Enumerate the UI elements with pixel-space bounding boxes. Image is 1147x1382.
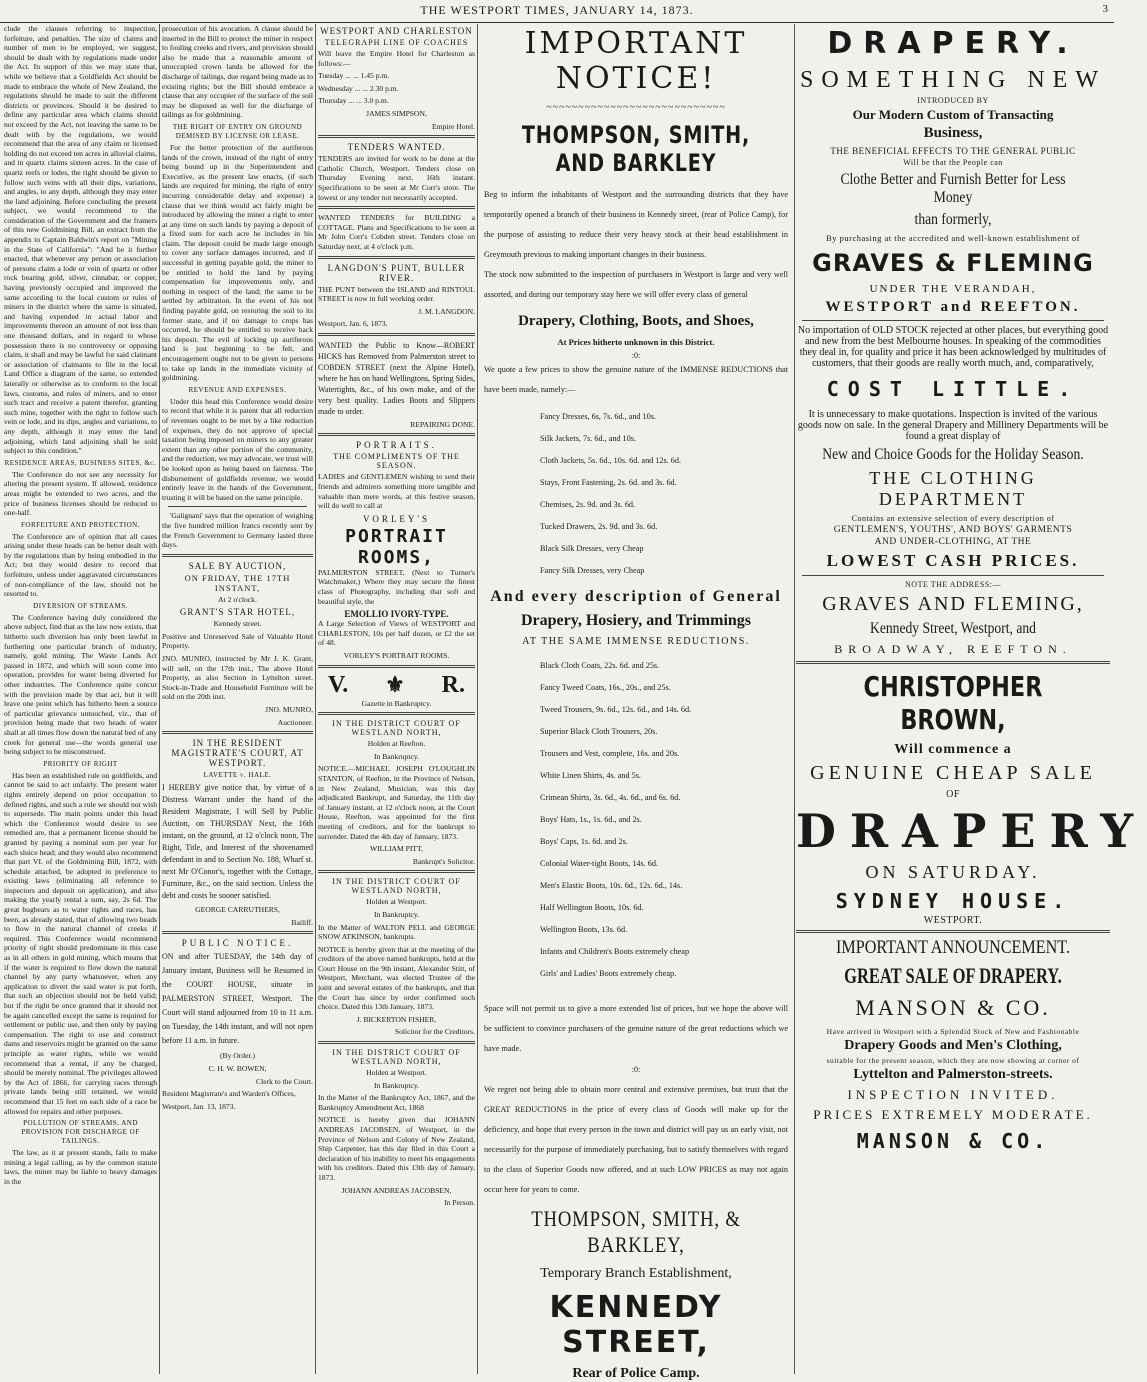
coaches-ad	[318, 26, 475, 131]
kennedy-street-westport: Kennedy Street, Westport, and	[870, 620, 1036, 637]
clothe-better: Clothe Better and Furnish Better for Less Money	[840, 171, 1066, 206]
quote-paragraph: We quote a few prices to show the genuine nature of the IMMENSE REDUCTIONS that have been made, namely:—	[484, 364, 788, 394]
prices-note: At Prices hitherto unknown in this District.	[557, 337, 715, 347]
masthead-title: THE WESTPORT TIMES, JANUARY 14, 1873.	[420, 3, 694, 17]
auctioneer-title: Auctioneer.	[277, 717, 313, 727]
price-item: Colonial Water-tight Boots, 14s. 6d.	[540, 858, 658, 868]
portraits-footer: VORLEY'S PORTRAIT ROOMS.	[343, 651, 450, 660]
tenders-body: TENDERS are invited for work to be done at the Catholic Church, Westport. Tenders close on Thursday Evening next, 16th instant. Specifications to be seen at Mr Corr's store. The lowest or any tender not necessarily accepted.	[318, 154, 475, 202]
vr-left: V.	[328, 671, 349, 698]
bankruptcy-notice-jacobsen	[318, 1048, 475, 1208]
bankruptcy-signature-title: Bankrupt's Solicitor.	[412, 856, 475, 866]
column-rule	[477, 24, 478, 1374]
no-old-stock: No importation of OLD STOCK rejected at other places, but everything good and new from the best Melbourne houses. In speaking of the commodities they deal in, for quality and price it has been acknowledged by multitudes of customers, that their goods are really worth much, and, comparatively,	[797, 325, 1109, 369]
bankruptcy-notice-pell	[318, 877, 475, 1037]
galignani-note: 'Galignani' says that the operation of weighing the five hundred million francs recently sent by the French Government to Germany lasted three days.	[162, 511, 313, 550]
tenders-heading: TENDERS WANTED.	[347, 142, 446, 153]
drapery-headline: Drapery, Clothing, Boots, and Shoes,	[518, 313, 754, 329]
gentlemens-garments: GENTLEMEN'S, YOUTHS', AND BOYS' GARMENTS	[833, 525, 1073, 535]
auction-time: At 2 o'clock.	[218, 594, 257, 604]
price-item: Men's Elastic Boots, 10s. 6d., 12s. 6d., 14s.	[540, 880, 683, 890]
kennedy-street: KENNEDY STREET,	[549, 1289, 723, 1360]
note-address: NOTE THE ADDRESS:—	[905, 580, 1001, 589]
graves-and-fleming: GRAVES AND FLEMING,	[822, 593, 1084, 615]
hicks-ad: WANTED the Public to Know—ROBERT HICKS has Removed from Palmerston street to COBDEN STREET (next the Alpine Hotel), where he has on hand Wellingtons, Spring Sides, Watertights, &c., of his own make, and of the very best quality. Ladies Boots and Slippers made to order.	[318, 340, 475, 416]
bankruptcy-court-heading: IN THE DISTRICT COURT OF WESTLAND NORTH,	[332, 1048, 461, 1067]
vr-crest	[318, 672, 475, 699]
modern-custom: Our Modern Custom of Transacting	[852, 107, 1054, 122]
price-item: Chemises, 2s. 9d. and 3s. 6d.	[540, 499, 636, 509]
section-text: Under this head this Conference would desire to record that while it is patent that all reduction of revenues ought to be met by a like reduction of expenses, they do not approve of special taxation being imposed on miners to any greater extent than any other portion of the community, and the reduction, we may advocate, we trust will be looked upon as being based on fairness. The disbursement of goldfields revenue, we would entirely leave in the hands of the Government, trusting it will be based on the same principle.	[162, 396, 313, 502]
intro-paragraph: Beg to inform the inhabitants of Westport and the surrounding districts that they have temporarily opened a branch of their business in Kennedy street, (rear of Police Camp), for the purpose of assisting to reduce their very heavy stock at their head establishment in Greymouth previous to making important changes in their business.	[484, 190, 788, 259]
bankruptcy-court-heading: IN THE DISTRICT COURT OF WESTLAND NORTH,	[332, 719, 461, 738]
divider	[168, 506, 307, 507]
public-notice	[162, 938, 313, 1111]
auction-street: Kennedy street.	[213, 619, 262, 629]
coaches-body: Will leave the Empire Hotel for Charleston as follows:—	[318, 49, 475, 68]
bankruptcy-court-heading: IN THE DISTRICT COURT OF WESTLAND NORTH,	[332, 877, 461, 896]
divider	[162, 554, 313, 557]
genuine-cheap-sale: GENUINE CHEAP SALE	[810, 762, 1096, 784]
christopher-brown: CHRISTOPHER BROWN,	[863, 670, 1043, 736]
hosiery-headline: Drapery, Hosiery, and Trimmings	[520, 611, 752, 629]
divider	[318, 433, 475, 436]
coach-row: Thursday ... ... 3.0 p.m.	[318, 96, 389, 106]
divider	[796, 930, 1110, 933]
important-notice-title: IMPORTANT NOTICE!	[524, 26, 748, 96]
drapery-goods: Drapery Goods and Men's Clothing,	[844, 1038, 1062, 1053]
suitable-season: suitable for the present season, which they are now showing at corner of	[826, 1056, 1080, 1065]
manson-and-co-footer: MANSON & CO.	[856, 1129, 1050, 1153]
divider	[162, 731, 313, 734]
bankruptcy-body: NOTICE is hereby given that JOHANN ANDREAS JACOBSEN, of Westport, in the Province of Nelson and Colony of New Zealand, Ship Carpenter, has this day filed in this Court a declaration of his inability to meet his engagements with his creditors. Dated this 13th day of January, 1873.	[318, 1115, 475, 1182]
bankruptcy-matter: In the Matter of WALTON PELL and GEORGE SNOW ATKINSON, bankrupts.	[318, 922, 475, 942]
price-item: Half Wellington Boots, 10s. 6d.	[540, 902, 644, 912]
section-text: The Conference having duly considered the above subject, find that as the law now exists, that hitherto such diversion has only been lawful in furthering one particular branch of industry, namely, gold mining. The Waste Lands Act passed in 1872, and which will soon come into operation, provides for water being diverted for other industries. The Conference quite concur with the provision made by that act, but it will leave one point which has hitherto been a source of particular grievance untouched, viz., that of provision being made that two heads of water shall at all times flow down the natural bed of any creek for general use—the words general use being subject to be misconstrued.	[4, 612, 157, 757]
divider	[162, 931, 313, 934]
lyttelton-palmerston: Lyttelton and Palmerston-streets.	[853, 1067, 1053, 1082]
price-item: Wellington Boots, 13s. 6d.	[540, 924, 628, 934]
price-item: Fancy Tweed Coats, 16s., 20s., and 25s.	[540, 682, 671, 692]
portraits-heading: PORTRAITS.	[356, 440, 437, 451]
section-text: The Conference do not see any necessity for altering the present system. If allowed, residence areas might be extended to two acres, and the price of business licenses should be reduced to one-half.	[4, 469, 157, 518]
auction-venue: GRANT'S STAR HOTEL,	[179, 607, 296, 618]
punt-sign: J. M. LANGDON.	[418, 306, 475, 316]
beneficial-effects: THE BENEFICIAL EFFECTS TO THE GENERAL PUBLIC	[830, 146, 1076, 156]
by-purchasing: By purchasing at the accredited and well-known establishment of	[826, 233, 1080, 243]
bankruptcy-matter: In the Matter of the Bankruptcy Act, 1867, and the Bankruptcy Amendment Act, 1868	[318, 1093, 475, 1112]
court-body: I HEREBY give notice that, by virtue of a Distress Warrant under the hand of the Resident Magistrate, I will Sell by Public Auction, on THURSDAY Next, the 16th instant, on the ground, at 12 o'clock noon, The Right, Title, and Interest of the shovenamed defendant in and to Section No. 188, Wharf st. next Mr O'Conor's, together with the Cottage, Furniture, &c., on the said section. Unless the debt and costs be sooner satisfied.	[162, 783, 313, 901]
business-label: Business,	[923, 125, 983, 141]
bankruptcy-signature-title: Solicitor for the Creditors.	[394, 1027, 475, 1037]
bankruptcy-notice-reefton	[318, 719, 475, 866]
stock-paragraph: The stock now submitted to the inspection of purchasers in Westport is large and very well assorted, and during our temporary stay here we will offer every class of general	[484, 270, 788, 299]
space-paragraph: Space will not permit us to give a more extended list of prices, but we hope the above will be sufficient to convince purchasers of the genuine nature of the great reductions which we have made.	[484, 1003, 788, 1053]
bankruptcy-label: In Bankruptcy.	[373, 751, 420, 761]
section-text: Has been an established rule on goldfields, and cannot be said to act unfairly. The present water rights entirely depend on prior occupation to defined rights, and such a rule we should not wish to supersede. The main points under this head which the Conference would desire to see remedied are, that a permanent license should be granted by paying a nominal sum per year for each sluice head; and they would also recommend that part VI. of the Goldmining Bill, 1872, with schedule attached, be adopted in preference to existing laws (eliminating all reference to inspectors and deposit on application), and also making the yearly rental a sum, say, 2s 6d. The great bugbears as to water rights and races, has been, as already stated, that of allowing two heads to flow in the natural channel of creeks if required. This Conference would recommend priority of right should predominate in this case as in all others in gold mining, which means that if the water is required to flow down the natural channel by any party whatsoever, when any application to divert the said water is put forth, that such an objection should not be held valid; but if the right be once granted that it should not be again cancelled except the same is required for settlement or public use, and then only by paying compensation. The right to use and construct dams and reservoirs might be granted on the same principle as water rights, while we would recommend that a rental, if any be charged, should be merely nominal. The privileges allowed by the Act of 1866, for carrying races through private lands being still retained, we would recommend that 15 feet on each side of a race be allowed for repairs and other purposes.	[4, 770, 157, 1116]
column-rule	[159, 24, 160, 1374]
punt-heading: LANGDON'S PUNT, BULLER RIVER.	[327, 262, 466, 283]
emollio-ivory-type: EMOLLIO IVORY-TYPE.	[344, 609, 449, 620]
under-clothing: AND UNDER-CLOTHING, AT THE	[874, 537, 1032, 547]
hicks-footer: REPAIRING DONE.	[410, 419, 475, 429]
price-item: Tucked Drawers, 2s. 9d. and 3s. 6d.	[540, 521, 658, 531]
column-rule	[315, 24, 316, 1374]
graves-fleming-logo: GRAVES & FLEMING	[812, 249, 1094, 277]
bankruptcy-signature: WILLIAM PITT,	[369, 844, 423, 854]
section-text: The law, as it at present stands, fails to make mining a legal calling, as by the common statute laws, the miner may be liable to heavy damages in the	[4, 1148, 157, 1186]
drapery-big: DRAPERY	[796, 804, 1147, 858]
than-formerly: than formerly,	[914, 211, 992, 228]
under-the-verandah: UNDER THE VERANDAH,	[869, 283, 1037, 295]
divider	[318, 135, 475, 138]
divider	[318, 665, 475, 668]
important-announcement: IMPORTANT ANNOUNCEMENT.	[835, 937, 1071, 958]
unnecessary-paragraph: It is unnecessary to make quotations. Inspection is invited of the various goods now on sale. In the general Drapery and Millinery Departments will be found a great display of	[797, 409, 1109, 442]
clerk-name: C. H. W. BOWEN,	[208, 1064, 267, 1073]
sydney-house: SYDNEY HOUSE.	[835, 889, 1071, 913]
gazette-subheading: Gazette in Bankruptcy.	[361, 698, 432, 708]
section-heading: RESIDENCE AREAS, BUSINESS SITES, &c.	[4, 458, 157, 467]
court-heading: IN THE RESIDENT MAGISTRATE'S COURT, AT WESTPORT.	[171, 738, 304, 769]
price-item: Silk Jackets, 7s. 6d., and 10s.	[540, 433, 636, 443]
bailiff-name: GEORGE CARRUTHERS,	[195, 905, 280, 915]
price-item: Boys' Hats, 1s., 1s. 6d., and 2s.	[540, 814, 642, 824]
thompson-smith-barkley-ad	[480, 24, 792, 1381]
page-number: 3	[1102, 3, 1108, 15]
rear-of-police-camp: Rear of Police Camp.	[572, 1365, 700, 1381]
bankruptcy-body: NOTICE is hereby given that at the meeting of the creditors of the above named bankrupts, held at the Court House on the 9th instant, Alexander Stitt, of Westport, Merchant, was elected Trustee of the joint and several estates of the bankrupts, and that the Court has since by order confirmed such choice. Dated this 13th January, 1873.	[318, 944, 475, 1012]
new-and-choice: New and Choice Goods for the Holiday Season.	[822, 446, 1084, 463]
price-item: Cloth Jackets, 5s. 6d., 10s. 6d. and 12s. 6d.	[540, 455, 682, 465]
court-notice	[162, 738, 313, 927]
punt-body: THE PUNT between the ISLAND and RINTOUL STREET is now in full working order.	[318, 284, 475, 304]
bankruptcy-court-location: Holden at Westport.	[366, 1068, 427, 1078]
cost-little: COST LITTLE.	[826, 377, 1080, 401]
public-notice-order: (By Order.)	[219, 1051, 255, 1061]
regret-paragraph: We regret not being able to obtain more central and extensive premises, but trust that the GREAT REDUCTIONS in the price of every class of Goods will make up for the deficiency, and hope that every person in the town and district will pay us an early visit, not necessarily for the purpose of immediately purchasing, but to satisfy themselves with regard to the class of Superior Goods now offered, and at such LOW PRICES as may not again occur here for years to come.	[484, 1084, 788, 1194]
divider	[802, 320, 1104, 321]
price-item: Fancy Dresses, 6s, 7s. 6d., and 10s.	[540, 411, 656, 421]
divider	[318, 712, 475, 715]
price-item: Tweed Trousers, 9s. 6d., 12s. 6d., and 14s. 6d.	[540, 704, 692, 714]
graves-fleming-ad	[796, 24, 1147, 1374]
manson-and-co: MANSON & CO.	[855, 995, 1051, 1020]
public-notice-heading: PUBLIC NOTICE.	[181, 938, 294, 949]
divider	[318, 1041, 475, 1044]
bankruptcy-body: NOTICE.—MICHAEL JOSEPH O'LOUGHLIN STANTON, of Reefton, in the Province of Nelson, in New Zealand, Musician, was this day adjudicated Bankrupt, and Saturday, the 11th day of January instant, at 12 o'clock noon, at the Court House, Reefton, was appointed for the first meeting of creditors, and for the bankrupt to surrender. Dated the 4th day of January, 1873.	[318, 764, 475, 841]
crest-icon: ⚜	[385, 671, 405, 697]
decorative-zigzag: ~~~~~~~~~~~~~~~~~~~~~~~~~~~~	[546, 102, 726, 113]
bankruptcy-court-location: Holden at Westport.	[366, 897, 427, 907]
divider	[318, 256, 475, 259]
section-heading: THE RIGHT OF ENTRY ON GROUND DEMISED BY LICENSE OR LEASE.	[172, 122, 303, 140]
will-commence: Will commence a	[894, 742, 1012, 757]
will-be: Will be that the People can	[903, 158, 1003, 167]
drapery-title: DRAPERY.	[827, 26, 1079, 61]
section-heading: PRIORITY OF RIGHT	[43, 759, 118, 768]
clerk-title: Clerk to the Court.	[256, 1076, 313, 1086]
firm-name-footer: THOMPSON, SMITH, & BARKLEY,	[531, 1205, 741, 1257]
section-text: For the better protection of the auriferous lands of the crown, instead of the right of entry being bound up in the Superintendent and Executive, as the present law enacts, (if such lands are required for mining, the right of entry incurring considerable delay and expense) a clause that we think would act fairly might be introduced by allowing the miner a right to enter at any time on such lands by paying a deposit of a fixed sum for each acre he includes in his claim. The deposit could be made large enough to cover any surface damages incurred, and if successful in getting payable gold, the miner to be entitled to hold the land by paying compensation for improvements only, and nothing in respect of the land; the same to be settled by arbitration. In the event of his not finding payable gold, on restoring the soil to its former state, and if no damage to crops has occurred, he should be entitled to receive back his deposit. The evil of locking up auriferous land is just beginning to be felt, and encouragement ought not to be given to persons to take up lands in the immediate vicinity of goldmining.	[162, 142, 313, 383]
bankruptcy-court-location: Holden at Reefton.	[367, 739, 426, 749]
portrait-rooms-title: PORTRAIT ROOMS,	[345, 525, 448, 568]
broadway-reefton: BROADWAY, REEFTON.	[834, 642, 1072, 656]
section-heading: REVENUE AND EXPENSES.	[188, 385, 287, 394]
price-item: Fancy Silk Dresses, very Cheap	[540, 565, 645, 575]
price-list-mens	[540, 655, 792, 985]
on-saturday: ON SATURDAY.	[865, 862, 1041, 882]
bankruptcy-signature: J. BICKERTON FISHER,	[356, 1014, 437, 1024]
coach-row: Tuesday ... ... 1.45 p.m.	[318, 71, 390, 81]
coaches-heading: WESTPORT AND CHARLESTON	[320, 26, 473, 36]
price-item: Black Silk Dresses, very Cheap	[540, 543, 644, 553]
price-item: Trousers and Vest, complete, 16s. and 20s.	[540, 748, 680, 758]
coach-row: Wednesday ... ... 2.30 p.m.	[318, 83, 399, 93]
branch-establishment: Temporary Branch Establishment,	[540, 1265, 732, 1281]
portraits-subheading: THE COMPLIMENTS OF THE SEASON.	[333, 452, 460, 471]
price-list-ladies	[540, 406, 792, 582]
divider	[796, 661, 1110, 664]
divider	[318, 206, 475, 209]
price-item: Stays, Front Fastening, 2s. 6d. and 3s. 6d.	[540, 477, 677, 487]
introduced-by: INTRODUCED BY	[917, 96, 989, 105]
notice-date: Westport, Jan. 13, 1873.	[162, 1101, 236, 1111]
vr-right: R.	[441, 671, 465, 698]
auction-date: ON FRIDAY, THE 17TH INSTANT,	[184, 572, 291, 593]
auction-heading: SALE BY AUCTION,	[188, 560, 287, 571]
column-classifieds	[318, 24, 475, 1374]
portraits-views: A Large Selection of Views of WESTPORT and CHARLESTON, 10s per half dozen, or £2 the set of 48.	[318, 619, 475, 648]
auction-ad	[162, 561, 313, 728]
bankruptcy-label: In Bankruptcy.	[373, 1080, 420, 1090]
auction-body: JNO. MUNRO, instructed by Mr J. K. Grant, will sell, on the 17th inst., The above Hotel Property, as also Section in Lyttelton street. Stock-in-Trade and Household Furniture will be sold on the 20th inst.	[162, 654, 313, 702]
auction-description: Positive and Unreserved Sale of Valuable Hotel Property.	[162, 631, 313, 651]
public-notice-body: ON and after TUESDAY, the 14th day of January instant, Business will be Resumed in the COURT HOUSE, situate in PALMERSTON STREET, Westport. The Court will stand adjourned from 10 to 11 a.m. on Tuesday, the 14th instant, and will not open before 11 a.m. in future.	[162, 952, 313, 1046]
contains-selection: Contains an extensive selection of every description of	[851, 514, 1055, 523]
portraits-body: LADIES and GENTLEMEN wishing to send their friends and admirers something more tangible and valuable than mere words, at this festive season, will do well to call at	[318, 472, 475, 511]
court-case: LAVETTE v. HALE.	[203, 771, 272, 780]
divider-dots: :0:	[631, 350, 641, 360]
divider	[802, 575, 1104, 576]
of-label: OF	[946, 789, 960, 800]
punt-date: Westport, Jan. 6, 1873.	[318, 319, 388, 329]
price-item: Superior Black Cloth Trousers, 20s.	[540, 726, 658, 736]
price-item: Boys' Caps, 1s. 6d. and 2s.	[540, 836, 628, 846]
divider	[318, 333, 475, 336]
same-reductions: AT THE SAME IMMENSE REDUCTIONS.	[522, 635, 750, 647]
column-rule	[794, 24, 795, 1374]
westport-reefton: WESTPORT and REEFTON.	[825, 299, 1081, 315]
every-description-headline: And every description of General	[490, 587, 782, 605]
great-sale-of-drapery: GREAT SALE OF DRAPERY.	[844, 963, 1062, 988]
something-new: SOMETHING NEW	[800, 67, 1106, 93]
price-item: Girls' and Ladies' Boots extremely cheap.	[540, 968, 677, 978]
inspection-invited: INSPECTION INVITED.	[847, 1087, 1059, 1102]
clothing-department: THE CLOTHING DEPARTMENT	[869, 468, 1037, 509]
column-editorial-continued	[162, 24, 313, 1374]
lowest-cash-prices: LOWEST CASH PRICES.	[826, 551, 1080, 570]
section-heading: DIVERSION OF STREAMS.	[33, 601, 128, 610]
divider-dots: :0:	[631, 1064, 641, 1074]
section-heading: POLLUTION OF STREAMS, AND PROVISION FOR DISCHARGE OF TAILINGS.	[21, 1119, 140, 1146]
portraits-address: PALMERSTON STREET, (Next to Turner's Watchmaker,) Where they may secure the finest class of Photography, including that soft and beautiful style, the	[318, 567, 475, 606]
coaches-sign: JAMES SIMPSON,	[366, 108, 427, 118]
bankruptcy-signature: JOHANN ANDREAS JACOBSEN,	[341, 1185, 452, 1195]
prices-moderate: PRICES EXTREMELY MODERATE.	[813, 1107, 1093, 1122]
coaches-sign-place: Empire Hotel.	[431, 121, 475, 131]
divider	[318, 870, 475, 873]
price-item: Infants and Children's Boots extremely cheap	[540, 946, 690, 956]
price-item: Crimean Shirts, 3s. 6d., 4s. 6d., and 6s. 6d.	[540, 792, 681, 802]
price-item: Black Cloth Coats, 22s. 6d. and 25s.	[540, 660, 660, 670]
editorial-paragraph: prosecution of his avocation. A clause should be inserted in the Bill to protect the miner in respect to fouling creeks and rivers, and provision should also be made that a reasonable amount of unoccupied crown lands be allowed for the discharge of tailings, due regard being made as to existing rights; but the Bill should embrace a clause that any occupier of the surface of the soil may be disposed as well for the discharge of tailings as for goldmining.	[162, 24, 313, 120]
coaches-subheading: TELEGRAPH LINE OF COACHES	[324, 38, 469, 47]
bankruptcy-signature-title: In Person.	[444, 1198, 475, 1208]
portraits-ad	[318, 440, 475, 660]
section-heading: FORFEITURE AND PROTECTION.	[21, 520, 140, 529]
price-item: White Linen Shirts, 4s. and 5s.	[540, 770, 641, 780]
westport-label: WESTPORT.	[923, 915, 983, 926]
column-editorial	[4, 24, 157, 1374]
bankruptcy-label: In Bankruptcy.	[373, 909, 420, 919]
auctioneer-name: JNO. MUNRO,	[265, 705, 313, 715]
have-arrived: Have arrived in Westport with a Splendid Stock of New and Fashionable	[826, 1027, 1080, 1036]
office-name: Resident Magistrate's and Warden's Offices,	[162, 1089, 296, 1099]
editorial-paragraph: clude the clauses referring to inspection, forfeiture, and penalties. The size of claims and number of men to be employed, we suggest, should be dealt with by regulations made under the Act. In support of this we may state that, while we believe that a Goldfields Act should be made to embrace the whole of New Zealand, the regulations should be made to suit the different districts or provinces. Should it be desired to define any particular area which claims should not exceed by the Act, not leaving the same to be dealt with by the regulations, we would recommend that the area of any claim or licensed holding do not exceed ten acres in alluvial claims, and in quartz claims sixteen acres. In the case of quartz reefs or lodes, the right should be given to follow such veins with all their dips, variations, and angles, to any depth, although they may enter the land adjoining. Before concluding the present subject, we would recommend to the consideration of the Government and the framers of this new Goldmining Bill, an extract from the appendix to Captain Baldwin's report on "Mining in the State of California": "And be it further enacted, that whenever any person or association of persons claim a lode or vein of quartz or other rock bearing gold, silver, cinnabar, or copper, having previously occupied and improved the same according to the local custom or rules of miners in the district where the same is situated, and having expended in actual labor and improvements thereon an amount of not less than one thousand dollars, and in regard to whose possession there is no controversy or opposing claim, it shall and may be lawful for said claimant or association of claimants to file in the local Land Office a diagram of the same, so extended laterally or otherwise as to conform to the local laws, customs, and rules of miners, and to enter such tract and receive a patent therefor, granting such mine, together with the right to follow such vein or lode, and its dips, angles and variations, to any depth, although it may enter the land adjoining, which land adjoining shall be sold subject to this condition."	[4, 24, 157, 456]
masthead	[0, 0, 1114, 23]
section-text: The Conference are of opinion that all cases arising under these heads can be better dealt with by the regulations than by being embodied in the Act; but they would desire to record that forfeiture, unless under aggravated circumstances of non-compliance of the law, should not be resorted to.	[4, 531, 157, 599]
firm-name: THOMPSON, SMITH, AND BARKLEY	[521, 121, 751, 177]
cottage-tenders: WANTED TENDERS for BUILDING a COTTAGE. Plans and Specifications to be seen at Mr John Corr's Cobden street. Tenders close on Saturday next, at 4 o'clock p.m.	[318, 213, 475, 251]
bailiff-title: Bailiff.	[291, 917, 313, 927]
vorley-name: VORLEY'S	[362, 513, 431, 524]
